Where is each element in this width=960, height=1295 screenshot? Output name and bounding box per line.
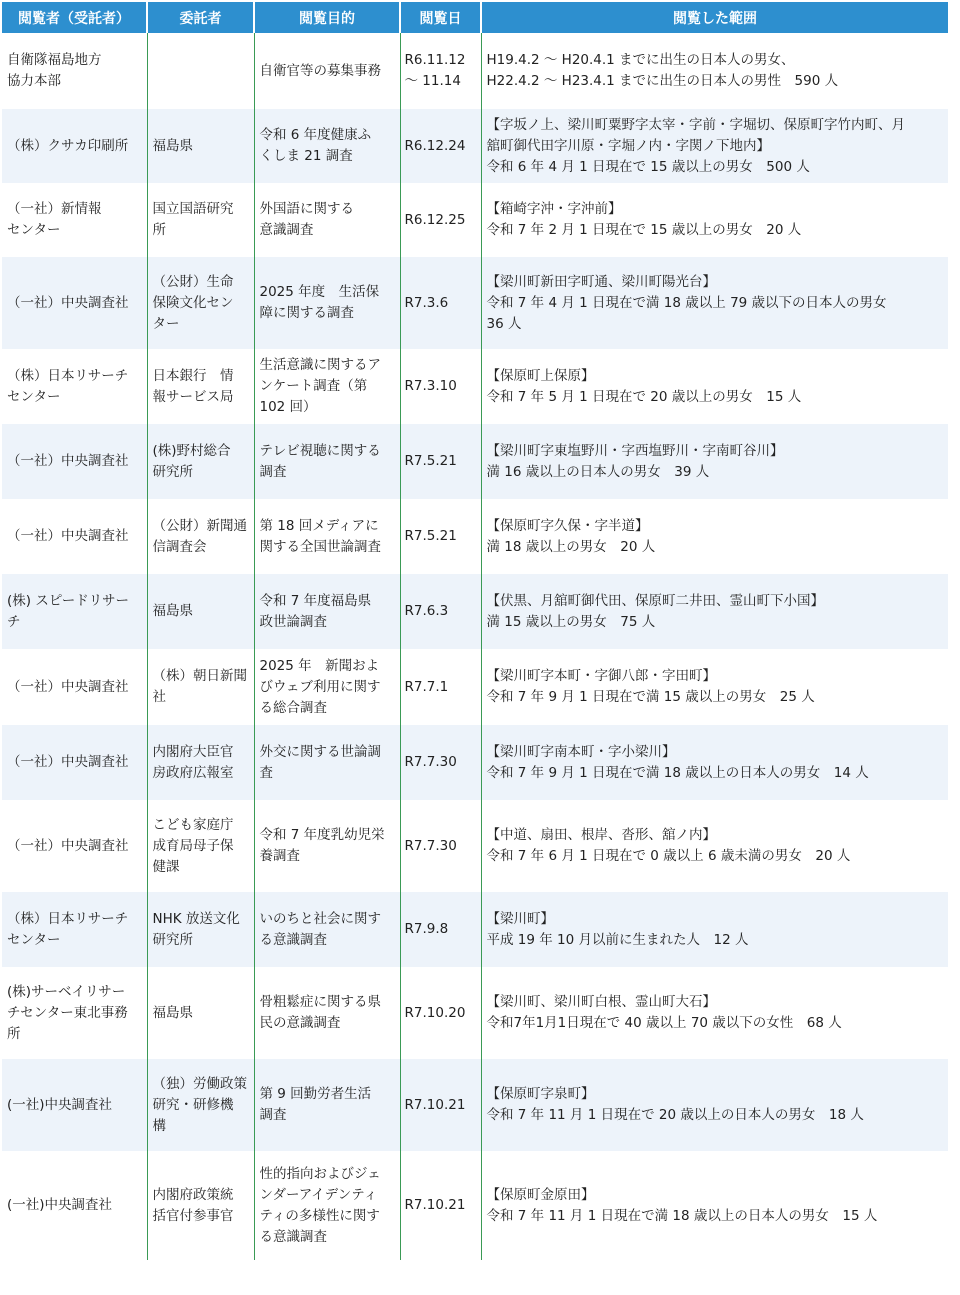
cell-viewer-line: （一社）中央調査社	[7, 294, 129, 311]
cell-date	[400, 892, 481, 967]
cell-purpose-line: 民の意識調査	[259, 1015, 341, 1031]
cell-scope	[481, 499, 948, 574]
cell-purpose-line: 第 18 回メディアに	[259, 517, 379, 534]
cell-purpose	[254, 109, 400, 183]
cell-purpose	[254, 574, 400, 649]
cell-scope-line: 【梁川町字東塩野川・字西塩野川・字南町谷川】	[486, 442, 784, 459]
cell-client	[147, 892, 254, 967]
cell-client-line: こども家庭庁	[152, 816, 234, 833]
cell-purpose-line: 令和 6 年度健康ふ	[259, 127, 372, 143]
cell-date-line: R7.7.1	[404, 678, 449, 695]
cell-scope-line: H19.4.2 ～ H20.4.1 までに出生の日本人の男女、	[486, 52, 795, 68]
cell-client	[147, 800, 254, 892]
cell-client-line: 信調査会	[152, 538, 207, 555]
table-body	[2, 33, 948, 1260]
cell-viewer	[2, 1151, 147, 1260]
cell-viewer-line: （一社）中央調査社	[7, 754, 129, 770]
table-row	[2, 967, 948, 1059]
cell-purpose	[254, 424, 400, 499]
cell-scope	[481, 424, 948, 499]
cell-purpose-line: る意識調査	[259, 1228, 327, 1245]
cell-scope-line: 36 人	[486, 315, 522, 332]
cell-scope-line: 【梁川町】	[486, 910, 554, 927]
cell-purpose-line: 性的指向およびジェ	[259, 1165, 381, 1182]
cell-viewer-line: センター	[7, 388, 61, 405]
cell-viewer	[2, 499, 147, 574]
cell-purpose	[254, 499, 400, 574]
cell-scope-line: 令和7年1月1日現在で 40 歳以上 70 歳以下の女性 68 人	[486, 1015, 842, 1031]
cell-viewer	[2, 1059, 147, 1151]
cell-scope-line: 【保原町字泉町】	[486, 1086, 595, 1102]
cell-client-line: 福島県	[152, 137, 193, 154]
cell-viewer	[2, 892, 147, 967]
cell-viewer	[2, 33, 147, 109]
cell-scope-line: 平成 19 年 10 月以前に生まれた人 12 人	[486, 931, 749, 948]
cell-purpose-line: 外交に関する世論調	[259, 743, 381, 760]
cell-scope-line: 令和 7 年 4 月 1 日現在で満 18 歳以上 79 歳以下の日本人の男女	[486, 294, 887, 311]
cell-viewer-line: センター	[7, 931, 61, 948]
cell-purpose	[254, 800, 400, 892]
cell-client	[147, 1059, 254, 1151]
cell-purpose-line: 関する全国世論調査	[259, 538, 381, 555]
cell-scope-line: 令和 7 年 6 月 1 日現在で 0 歳以上 6 歳未満の男女 20 人	[486, 848, 851, 864]
cell-scope-line: 令和 6 年 4 月 1 日現在で 15 歳以上の男女 500 人	[486, 158, 810, 175]
cell-client-line: （独）労働政策	[152, 1075, 247, 1092]
cell-scope	[481, 725, 948, 800]
cell-viewer-line: (株)サーベイリサー	[7, 983, 126, 1000]
cell-scope	[481, 1151, 948, 1260]
cell-client	[147, 257, 254, 349]
cell-date	[400, 424, 481, 499]
cell-client	[147, 649, 254, 725]
cell-scope-line: 【箱崎字沖・字沖前】	[486, 201, 622, 217]
table-row	[2, 1151, 948, 1260]
cell-scope	[481, 183, 948, 257]
cell-viewer-line: （一社）中央調査社	[7, 528, 129, 544]
cell-scope-line: 令和 7 年 9 月 1 日現在で満 18 歳以上の日本人の男女 14 人	[486, 764, 869, 781]
cell-viewer-line: （一社）中央調査社	[7, 837, 129, 854]
cell-client-line: 研究所	[152, 463, 193, 480]
cell-viewer	[2, 967, 147, 1059]
cell-purpose-line: 意識調査	[259, 222, 314, 238]
cell-date	[400, 109, 481, 183]
cell-client-line: 日本銀行 情	[152, 367, 234, 384]
cell-client-line: 社	[152, 689, 166, 705]
cell-date-line: R7.3.6	[404, 294, 449, 311]
cell-date-line: R6.11.12	[404, 52, 466, 68]
cell-scope-line: 【保原町字久保・字半道】	[486, 517, 649, 534]
table-row	[2, 892, 948, 967]
cell-purpose-line: 調査	[259, 463, 287, 480]
cell-purpose-line: 政世論調査	[259, 613, 327, 630]
cell-purpose-line: ティの多様性に関す	[259, 1207, 380, 1224]
cell-viewer	[2, 109, 147, 183]
cell-client-line: NHK 放送文化	[152, 910, 240, 927]
cell-purpose-line: くしま 21 調査	[259, 148, 353, 164]
cell-scope	[481, 800, 948, 892]
cell-scope-line: 【保原町金原田】	[486, 1186, 595, 1203]
cell-client-line: 国立国語研究	[152, 201, 234, 217]
cell-purpose-line: テレビ視聴に関する	[259, 442, 381, 459]
cell-date	[400, 499, 481, 574]
cell-client	[147, 33, 254, 109]
cell-client	[147, 574, 254, 649]
cell-purpose	[254, 649, 400, 725]
cell-scope-line: 満 16 歳以上の日本人の男女 39 人	[486, 463, 710, 480]
cell-client	[147, 1151, 254, 1260]
cell-purpose-line: 生活意識に関するア	[259, 357, 381, 373]
cell-scope-line: 【梁川町字本町・字御八郎・字田町】	[486, 668, 716, 684]
header-client: 委託者	[147, 2, 254, 33]
cell-client-line: 報サービス局	[152, 388, 234, 405]
table-row	[2, 649, 948, 725]
cell-purpose-line: ンケート調査（第	[259, 378, 368, 394]
cell-scope	[481, 109, 948, 183]
cell-scope-line: 【梁川町新田字町通、梁川町陽光台】	[486, 273, 716, 290]
table-row	[2, 349, 948, 424]
cell-purpose-line: 外国語に関する	[259, 201, 354, 217]
cell-date-line: R7.9.8	[404, 921, 449, 937]
table-row	[2, 574, 948, 649]
cell-viewer	[2, 649, 147, 725]
cell-viewer-line: 自衛隊福島地方	[7, 52, 102, 68]
cell-purpose-line: ンダーアイデンティ	[259, 1186, 378, 1203]
cell-purpose	[254, 1059, 400, 1151]
table-row	[2, 257, 948, 349]
cell-date-line: R7.3.10	[404, 378, 457, 394]
cell-purpose-line: 障に関する調査	[259, 305, 354, 321]
cell-date-line: R7.7.30	[404, 837, 457, 854]
cell-date	[400, 257, 481, 349]
cell-scope	[481, 892, 948, 967]
cell-date-line: ～ 11.14	[404, 73, 461, 89]
cell-purpose-line: る意識調査	[259, 931, 327, 948]
cell-viewer-line: 所	[7, 1025, 21, 1042]
cell-scope-line: 舘町御代田字川原・字堀ノ内・字関ノ下地内】	[486, 137, 770, 154]
cell-purpose	[254, 967, 400, 1059]
cell-viewer-line: （一社）新情報	[7, 201, 102, 217]
cell-viewer-line: (一社)中央調査社	[7, 1197, 113, 1213]
table-row	[2, 800, 948, 892]
inspection-record-table	[2, 2, 948, 1260]
cell-client-line: 成育局母子保	[152, 837, 234, 854]
cell-purpose-line: 第 9 回勤労者生活	[259, 1086, 372, 1102]
cell-purpose-line: 102 回）	[259, 399, 317, 415]
cell-purpose	[254, 1151, 400, 1260]
inspection-record-table-container	[2, 2, 948, 1260]
cell-scope-line: 【保原町上保原】	[486, 367, 595, 384]
cell-scope	[481, 257, 948, 349]
cell-scope	[481, 649, 948, 725]
cell-viewer-line: （株）日本リサーチ	[7, 367, 129, 384]
cell-client-line: (株)野村総合	[152, 442, 231, 459]
cell-date	[400, 725, 481, 800]
cell-viewer	[2, 183, 147, 257]
cell-scope	[481, 33, 948, 109]
header-date: 閲覧日	[400, 2, 481, 33]
cell-purpose-line: 2025 年度 生活保	[259, 284, 380, 300]
cell-scope-line: 満 15 歳以上の男女 75 人	[486, 613, 656, 630]
cell-scope-line: 【梁川町、梁川町白根、霊山町大石】	[486, 994, 716, 1010]
cell-scope-line: 令和 7 年 2 月 1 日現在で 15 歳以上の男女 20 人	[486, 222, 802, 238]
cell-purpose-line: 調査	[259, 1107, 287, 1123]
header-scope: 閲覧した範囲	[481, 2, 948, 33]
cell-viewer	[2, 800, 147, 892]
cell-client	[147, 725, 254, 800]
cell-date-line: R6.12.24	[404, 137, 466, 154]
cell-date-line: R7.10.21	[404, 1197, 466, 1213]
cell-scope-line: 令和 7 年 11 月 1 日現在で 20 歳以上の日本人の男女 18 人	[486, 1107, 864, 1123]
cell-purpose-line: 2025 年 新聞およ	[259, 657, 380, 674]
cell-client	[147, 499, 254, 574]
cell-client-line: 構	[152, 1117, 166, 1134]
cell-purpose-line: 査	[259, 764, 273, 781]
cell-date	[400, 574, 481, 649]
cell-client-line: 健課	[152, 858, 180, 875]
cell-scope-line: H22.4.2 ～ H23.4.1 までに出生の日本人の男性 590 人	[486, 73, 839, 89]
cell-client-line: 研究所	[152, 931, 193, 948]
cell-purpose	[254, 183, 400, 257]
cell-viewer	[2, 574, 147, 649]
cell-purpose	[254, 349, 400, 424]
cell-date-line: R7.10.21	[404, 1096, 466, 1113]
table-row	[2, 1059, 948, 1151]
table-header-row	[2, 2, 948, 33]
cell-client-line: 括官付参事官	[152, 1207, 234, 1224]
cell-client-line: （公財）生命	[152, 273, 234, 290]
header-purpose: 閲覧目的	[254, 2, 400, 33]
cell-purpose-line: る総合調査	[259, 699, 327, 716]
table-row	[2, 183, 948, 257]
cell-purpose	[254, 33, 400, 109]
cell-client-line: 福島県	[152, 1004, 193, 1021]
cell-client-line: ター	[152, 315, 180, 332]
cell-viewer-line: (一社)中央調査社	[7, 1096, 113, 1113]
cell-client-line: 所	[152, 222, 166, 238]
cell-date-line: R7.5.21	[404, 528, 457, 544]
cell-date	[400, 1151, 481, 1260]
cell-date-line: R7.7.30	[404, 754, 457, 770]
cell-viewer-line: （株）クサカ印刷所	[7, 137, 129, 154]
cell-viewer	[2, 725, 147, 800]
cell-scope	[481, 967, 948, 1059]
cell-date	[400, 800, 481, 892]
cell-client-line: 福島県	[152, 603, 193, 619]
cell-purpose	[254, 257, 400, 349]
cell-scope-line: 【伏黒、月舘町御代田、保原町二井田、霊山町下小国】	[486, 592, 824, 609]
cell-purpose-line: いのちと社会に関す	[259, 910, 381, 927]
cell-scope-line: 【中道、扇田、根岸、沓形、舘ノ内】	[486, 827, 716, 843]
table-row	[2, 725, 948, 800]
cell-date	[400, 1059, 481, 1151]
cell-date	[400, 183, 481, 257]
cell-viewer-line: （一社）中央調査社	[7, 453, 129, 469]
cell-scope	[481, 574, 948, 649]
cell-client	[147, 109, 254, 183]
cell-scope-line: 令和 7 年 9 月 1 日現在で満 15 歳以上の男女 25 人	[486, 689, 815, 705]
cell-purpose-line: 令和 7 年度福島県	[259, 592, 372, 609]
cell-date-line: R7.5.21	[404, 453, 457, 469]
cell-purpose-line: 自衛官等の募集事務	[259, 62, 381, 79]
table-row	[2, 499, 948, 574]
cell-purpose-line: 令和 7 年度乳幼児栄	[259, 827, 385, 843]
table-row	[2, 109, 948, 183]
cell-viewer-line: （株）日本リサーチ	[7, 910, 129, 927]
cell-date-line: R7.6.3	[404, 603, 449, 619]
cell-viewer	[2, 349, 147, 424]
cell-purpose-line: 骨粗鬆症に関する県	[259, 994, 381, 1010]
cell-purpose-line: びウェブ利用に関す	[259, 678, 381, 695]
cell-viewer-line: (株) スピードリサー	[7, 592, 130, 609]
cell-scope-line: 【梁川町字南本町・字小梁川】	[486, 743, 676, 760]
header-viewer: 閲覧者（受託者）	[2, 2, 147, 33]
cell-scope	[481, 349, 948, 424]
cell-purpose	[254, 892, 400, 967]
cell-viewer-line: センター	[7, 222, 61, 238]
cell-viewer-line: チ	[7, 613, 21, 630]
cell-scope	[481, 1059, 948, 1151]
cell-viewer-line: （一社）中央調査社	[7, 678, 129, 695]
cell-date-line: R6.12.25	[404, 211, 466, 228]
cell-viewer-line: 協力本部	[7, 73, 61, 89]
cell-date	[400, 967, 481, 1059]
cell-date	[400, 349, 481, 424]
cell-purpose	[254, 725, 400, 800]
table-row	[2, 33, 948, 109]
cell-client-line: （株）朝日新聞	[152, 668, 247, 684]
cell-client	[147, 183, 254, 257]
cell-scope-line: 令和 7 年 5 月 1 日現在で 20 歳以上の男女 15 人	[486, 388, 802, 405]
cell-viewer-line: チセンター東北事務	[7, 1004, 128, 1021]
cell-client-line: 研究・研修機	[152, 1096, 234, 1113]
cell-client	[147, 424, 254, 499]
cell-client-line: 房政府広報室	[152, 764, 234, 781]
cell-client-line: 保険文化セン	[152, 294, 234, 311]
cell-scope-line: 満 18 歳以上の男女 20 人	[486, 538, 656, 555]
table-row	[2, 424, 948, 499]
cell-date	[400, 649, 481, 725]
cell-date	[400, 33, 481, 109]
cell-purpose-line: 養調査	[259, 848, 300, 864]
cell-client-line: 内閣府大臣官	[152, 743, 234, 760]
cell-client	[147, 349, 254, 424]
cell-viewer	[2, 257, 147, 349]
cell-scope-line: 【字坂ノ上、梁川町粟野字太宰・字前・字堀切、保原町字竹内町、月	[486, 116, 905, 133]
cell-client-line: （公財）新聞通	[152, 517, 247, 534]
cell-client-line: 内閣府政策統	[152, 1186, 234, 1203]
cell-client	[147, 967, 254, 1059]
cell-date-line: R7.10.20	[404, 1004, 466, 1021]
cell-scope-line: 令和 7 年 11 月 1 日現在で満 18 歳以上の日本人の男女 15 人	[486, 1207, 878, 1224]
cell-viewer	[2, 424, 147, 499]
